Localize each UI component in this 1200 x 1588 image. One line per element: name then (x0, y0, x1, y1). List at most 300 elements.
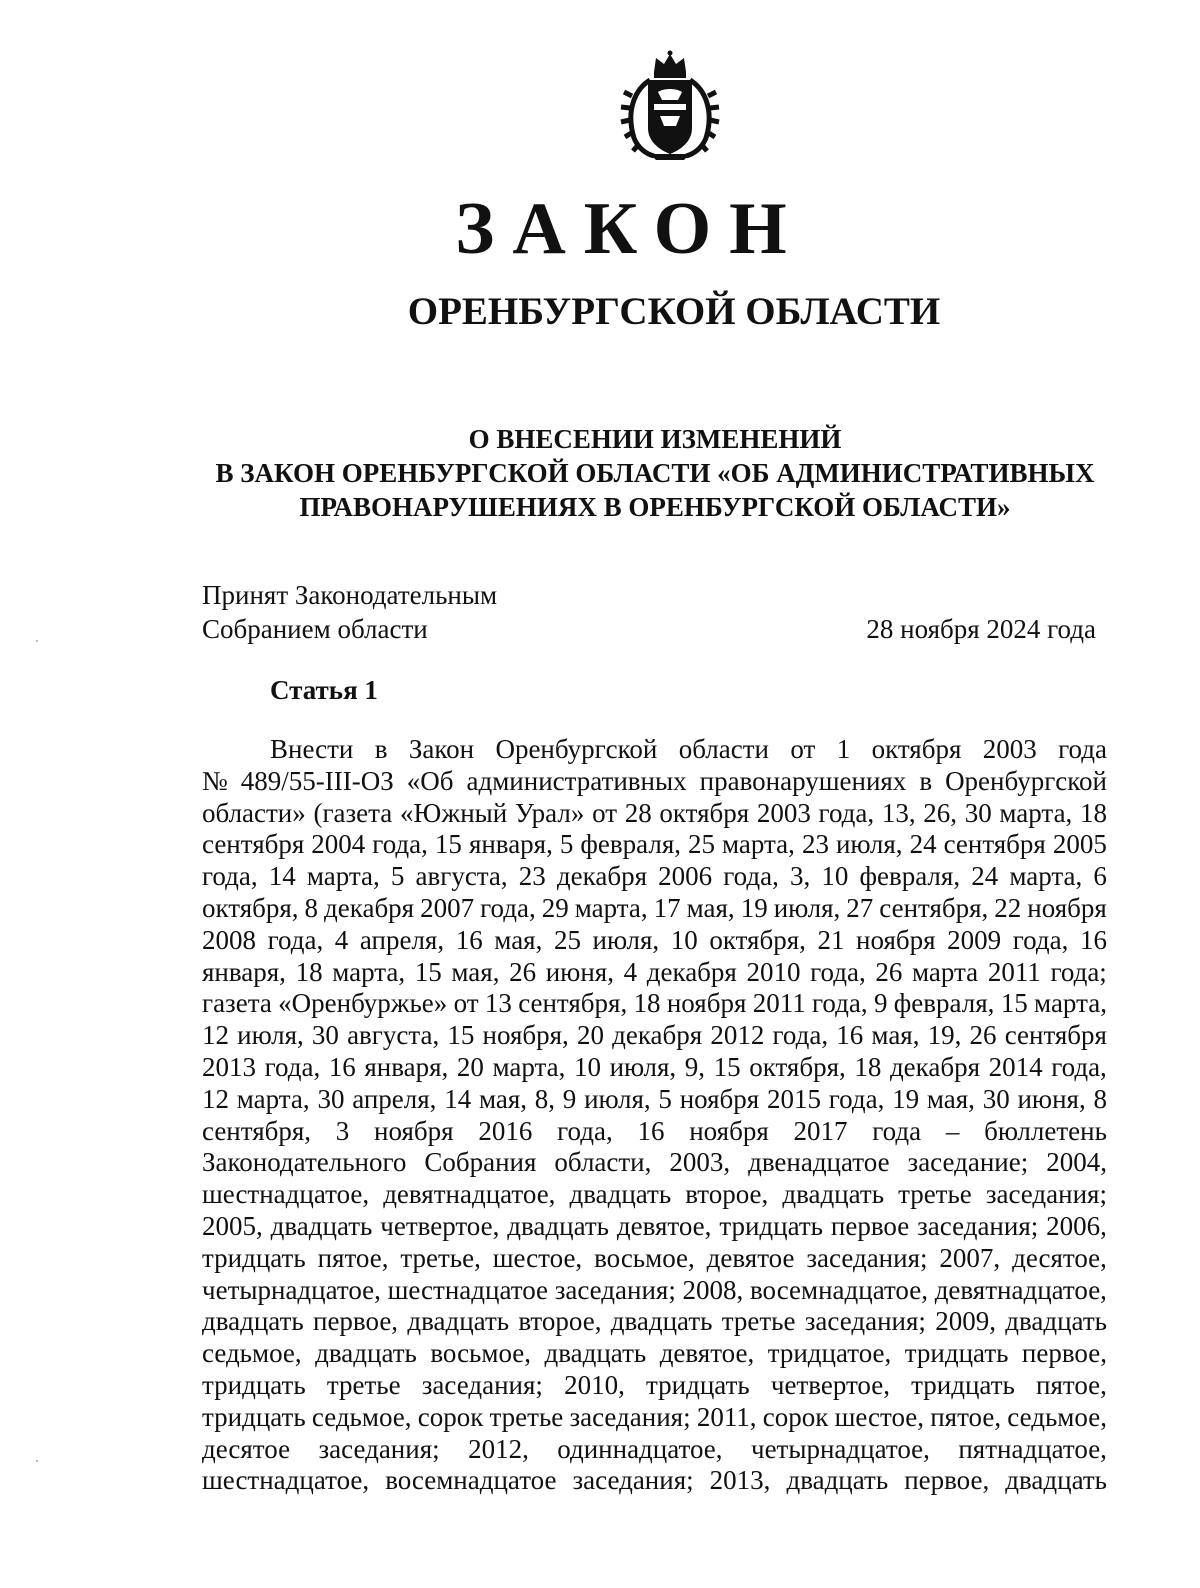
word: марта, (1034, 988, 1107, 1019)
word: 20 (456, 1051, 484, 1082)
word: 8 (1093, 1083, 1107, 1114)
word: 19 (740, 892, 768, 923)
word: 18 (1080, 797, 1107, 828)
word: 2013, (709, 1465, 771, 1496)
word: седьмое, (202, 1338, 302, 1369)
word: шестнадцатое (387, 1274, 549, 1305)
word: 2005 (1052, 829, 1107, 860)
word: года, (810, 956, 866, 987)
word: года, (818, 797, 875, 828)
word: 2011 (752, 988, 806, 1019)
word: сентября (943, 829, 1046, 860)
word: области, (554, 1147, 652, 1178)
word: 2012, (468, 1433, 529, 1464)
word: мая, (494, 924, 543, 955)
word: декабря (646, 956, 737, 987)
word: сентября, (879, 892, 989, 923)
word: двадцать (569, 1179, 672, 1210)
word: десятое, (1012, 1242, 1107, 1273)
word: бюллетень (984, 1115, 1107, 1146)
word: 9 (873, 988, 888, 1019)
word: Оренбургской (945, 765, 1107, 796)
body-line (202, 798, 1107, 830)
word: от (453, 988, 479, 1019)
word: 18 (295, 956, 323, 987)
word: газета (202, 988, 272, 1019)
word: 2005, (202, 1210, 263, 1241)
word: 2008 (202, 924, 256, 955)
word: двадцать (782, 1179, 885, 1210)
word: ноября, (482, 1020, 569, 1051)
word: четвертое, (770, 1369, 890, 1400)
word: сорок (762, 1401, 829, 1432)
word: марта, (306, 861, 380, 892)
word: марта, (574, 892, 648, 923)
word: года, (557, 1115, 613, 1146)
word: 2003 (756, 797, 811, 828)
word: 16 (836, 1020, 864, 1051)
word: заседания; (985, 1179, 1107, 1210)
word: 27 (846, 892, 874, 923)
word: января, (468, 829, 553, 860)
body-line (202, 1147, 1107, 1179)
word: области (678, 734, 769, 764)
word: тридцатое, (767, 1338, 892, 1369)
word: июня, (1017, 1083, 1086, 1114)
word: 26 (969, 1020, 997, 1051)
body-line (202, 734, 1107, 766)
word: 2013 (202, 1051, 256, 1082)
word: 25 (553, 924, 581, 955)
word: Собрания (424, 1147, 537, 1178)
word: года; (1050, 956, 1107, 987)
word: 24 (909, 829, 937, 860)
word: 18 (633, 988, 661, 1019)
adoption-line: Принят Законодательным (202, 580, 498, 610)
word: 489/55-III-ОЗ (240, 765, 394, 796)
body-line (202, 1465, 1107, 1497)
word: 2003, (669, 1147, 731, 1178)
word: 12 (202, 1020, 229, 1051)
word: Внести (270, 734, 354, 764)
body-line (202, 1243, 1107, 1275)
word: шестнадцатое, (202, 1179, 370, 1210)
word: тридцать (202, 1369, 306, 1400)
word: 29 (541, 892, 569, 923)
word: декабря (889, 1051, 981, 1082)
body-line (202, 1020, 1107, 1052)
word: 28 (624, 797, 652, 828)
word: 8 (304, 892, 319, 923)
word: восемнадцатое, (749, 1274, 928, 1305)
word: пятое, (930, 1401, 1002, 1432)
word: июля, (584, 1083, 651, 1114)
body-line (202, 861, 1107, 893)
word: 30 (964, 797, 992, 828)
word: третье (898, 1179, 972, 1210)
law-title: ЗАКОН (455, 188, 805, 270)
word: третье (721, 1306, 796, 1337)
word: 2011 (987, 956, 1041, 987)
word: второе, (518, 1306, 602, 1337)
word: 2010 (746, 956, 801, 987)
word: правонарушениях (699, 765, 907, 796)
word: октября, (709, 924, 806, 955)
word: 17 (653, 892, 681, 923)
word: мая, (451, 956, 500, 987)
word: года, (264, 1051, 321, 1082)
subject-line: ПРАВОНАРУШЕНИЯХ В ОРЕНБУРГСКОЙ ОБЛАСТИ» (299, 492, 1011, 522)
word: марта, (492, 1051, 566, 1082)
word: одиннадцатое, (557, 1433, 723, 1464)
body-line (202, 893, 1107, 925)
word: февраля, (859, 861, 961, 892)
word: двадцать (1005, 1465, 1107, 1496)
word: 19, (927, 1020, 962, 1051)
word: двадцать (507, 1210, 609, 1241)
word: марта, (722, 829, 795, 860)
word: года, (828, 1083, 885, 1114)
word: первое, (904, 1465, 990, 1496)
word: года, (202, 861, 258, 892)
body-line (202, 988, 1107, 1020)
body-line (202, 1179, 1107, 1211)
word: второе, (685, 1179, 769, 1210)
word: сентября, (202, 1115, 312, 1146)
word: 2011, (696, 1401, 757, 1432)
word: заседания; (572, 1465, 694, 1496)
word: седьмое, (311, 1401, 412, 1432)
word: 2006, (1046, 1210, 1107, 1241)
word: пятое, (1036, 1369, 1107, 1400)
word: двадцать (315, 1338, 417, 1369)
word: марта, (236, 1083, 310, 1114)
body-line (202, 957, 1107, 989)
word: первое, (313, 1306, 399, 1337)
word: 2014 (988, 1051, 1043, 1082)
word: двадцать (544, 1338, 647, 1369)
word: января, (364, 1051, 449, 1082)
word: ноября (374, 1115, 454, 1146)
word: 5 (390, 861, 405, 892)
word: двадцать (407, 1306, 510, 1337)
word: четырнадцатое, (202, 1274, 381, 1305)
word: двадцать (202, 1306, 304, 1337)
word: года, (480, 892, 536, 923)
word: первое (830, 1210, 910, 1241)
word: 16 (1079, 924, 1107, 955)
adoption-line: Собранием области (202, 614, 428, 644)
law-subject-heading (180, 422, 1130, 524)
word: двадцать (270, 1210, 373, 1241)
word: года, (772, 1020, 829, 1051)
word: года, (267, 924, 324, 955)
body-line (202, 1434, 1107, 1466)
word: Закон (408, 734, 475, 764)
word: 2006 (658, 861, 713, 892)
word: 24 (971, 861, 999, 892)
word: октября, (202, 892, 299, 923)
word: ноября (689, 1115, 769, 1146)
word: 4 (623, 956, 638, 987)
word: декабря (324, 892, 415, 923)
region-title: ОРЕНБУРГСКОЙ ОБЛАСТИ (407, 290, 941, 333)
word: тридцать (719, 1210, 823, 1241)
word: ноября (856, 924, 936, 955)
word: Урал» (514, 797, 585, 828)
word: девятое, (616, 1210, 712, 1241)
word: 26 (875, 956, 903, 987)
word: в (374, 734, 388, 764)
word: сорок (417, 1401, 484, 1432)
word: 5 (658, 1083, 672, 1114)
word: 13 (484, 988, 512, 1019)
word: 15 (414, 956, 442, 987)
word: двадцать (1005, 1306, 1107, 1337)
word: тридцать (911, 1369, 1015, 1400)
word: 30 (982, 1083, 1010, 1114)
word: 15 (434, 829, 462, 860)
word: августа, (347, 1020, 440, 1051)
word: шестое, (834, 1401, 925, 1432)
word: 2008, (682, 1274, 744, 1305)
word: 15 (1000, 988, 1028, 1019)
word: сентября (1004, 1020, 1107, 1051)
body-line (202, 1338, 1107, 1370)
word: в (919, 765, 933, 796)
word: года (1058, 734, 1107, 764)
word: пятнадцатое, (958, 1433, 1107, 1464)
word: 2003 (982, 734, 1037, 764)
word: года, (812, 988, 868, 1019)
word: апреля, (359, 924, 445, 955)
word: 26 (509, 956, 537, 987)
word: июля, (592, 924, 660, 955)
word: третье (326, 1369, 401, 1400)
word: декабря (556, 861, 647, 892)
word: февраля, (893, 988, 995, 1019)
word: ноября (1027, 892, 1107, 923)
word: тридцать (904, 1338, 1009, 1369)
word: двенадцатое (748, 1147, 890, 1178)
word: Законодательного (202, 1147, 407, 1178)
word: 2016 (478, 1115, 533, 1146)
word: 9 (562, 1083, 577, 1114)
word: 2004 (311, 829, 366, 860)
word: 15 (447, 1020, 475, 1051)
word: четвертое, (380, 1210, 500, 1241)
word: марта, (1009, 861, 1083, 892)
word: «Южный (399, 797, 508, 828)
article-heading: Статья 1 (270, 675, 378, 705)
word: 16 (637, 1115, 665, 1146)
word: двадцать (610, 1306, 713, 1337)
word: 9, (684, 1051, 706, 1082)
word: тридцать (202, 1401, 306, 1432)
word: № (202, 765, 228, 796)
word: «Оренбуржье» (278, 988, 448, 1019)
word: марта, (999, 797, 1073, 828)
word: 2012 (710, 1020, 765, 1051)
body-line (202, 925, 1107, 957)
word: девятнадцатое, (934, 1274, 1107, 1305)
word: 3 (335, 1115, 350, 1146)
subject-line: В ЗАКОН ОРЕНБУРГСКОЙ ОБЛАСТИ «ОБ АДМИНИСТРАТИВНЫХ (215, 458, 1095, 488)
word: ноября (666, 988, 747, 1019)
subject-line: О ВНЕСЕНИИ ИЗМЕНЕНИЙ (468, 424, 842, 454)
word: 14 (268, 861, 296, 892)
word: года, (1051, 1051, 1107, 1082)
word: 2007 (420, 892, 475, 923)
word: заседания; (421, 1369, 543, 1400)
word: заседания; (917, 1210, 1039, 1241)
word: двадцать (786, 1465, 889, 1496)
word: 16 (455, 924, 483, 955)
word: мая, (478, 1083, 528, 1114)
scan-speck (36, 1460, 38, 1462)
word: 16 (328, 1051, 356, 1082)
word: января, (202, 956, 286, 987)
word: июля, (835, 829, 903, 860)
word: ноября (679, 1083, 760, 1114)
word: года (872, 1115, 922, 1146)
word: февраля, (580, 829, 681, 860)
orenburg-coat-of-arms-icon (620, 50, 720, 162)
word: девятое (706, 1242, 795, 1273)
word: от (592, 797, 618, 828)
body-line (202, 1116, 1107, 1148)
word: года, (372, 829, 428, 860)
word: тридцать (646, 1369, 750, 1400)
body-line (202, 1211, 1107, 1243)
word: заседание; (907, 1147, 1029, 1178)
word: 23 (518, 861, 546, 892)
word: области» (202, 797, 306, 828)
word: шестое, (492, 1242, 583, 1273)
word: пятое, (317, 1242, 389, 1273)
word: 30 (317, 1083, 345, 1114)
word: 30 (311, 1020, 339, 1051)
word: 2007, (939, 1242, 1001, 1273)
word: 1 (836, 734, 851, 764)
word: 15 (713, 1051, 741, 1082)
word: 26, (923, 797, 958, 828)
word: заседания; (806, 1242, 928, 1273)
word: «Об (406, 765, 454, 796)
word: 2010, (564, 1369, 625, 1400)
word: октября (871, 734, 962, 764)
word: 14 (444, 1083, 472, 1114)
body-line (202, 1275, 1107, 1307)
word: марта (912, 956, 979, 987)
word: сентября, (518, 988, 628, 1019)
word: заседания; (804, 1306, 926, 1337)
word: 13, (881, 797, 916, 828)
word: административных (466, 765, 687, 796)
word: девятое, (659, 1338, 755, 1369)
body-line (202, 1306, 1107, 1338)
word: сентября (202, 829, 305, 860)
word: 10 (670, 924, 698, 955)
word: года, (723, 861, 779, 892)
word: заседания; (318, 1433, 440, 1464)
word: июня, (545, 956, 614, 987)
adoption-info (202, 578, 497, 646)
word: 18 (854, 1051, 882, 1082)
word: декабря (612, 1020, 703, 1051)
word: Оренбургской (495, 734, 658, 764)
word: четырнадцатое, (750, 1433, 930, 1464)
word: тридцать (202, 1242, 306, 1273)
word: третье (489, 1401, 564, 1432)
word: – (945, 1115, 960, 1146)
word: июля, (609, 1051, 677, 1082)
word: заседания; (569, 1401, 691, 1432)
word: апреля, (352, 1083, 437, 1114)
word: 2009 (947, 924, 1002, 955)
word: 2015 (766, 1083, 821, 1114)
article-body (202, 734, 1107, 1497)
word: восьмое, (594, 1242, 695, 1273)
word: 4 (334, 924, 349, 955)
word: восемнадцатое (385, 1465, 557, 1496)
word: 6 (1093, 861, 1107, 892)
word: мая, (871, 1020, 920, 1051)
body-line (202, 1052, 1107, 1084)
word: 20 (576, 1020, 604, 1051)
word: 2009, (935, 1306, 996, 1337)
body-line (202, 1402, 1107, 1434)
word: года, (1012, 924, 1069, 955)
word: заседания; (554, 1274, 676, 1305)
word: 10 (821, 861, 849, 892)
word: июля, (773, 892, 841, 923)
word: 5 (559, 829, 574, 860)
word: 3, (789, 861, 811, 892)
word: 23 (801, 829, 829, 860)
word: октября (659, 797, 750, 828)
body-line (202, 1084, 1107, 1116)
word: марта, (332, 956, 406, 987)
word: 2004, (1046, 1147, 1107, 1178)
word: 2017 (793, 1115, 848, 1146)
word: июля, (237, 1020, 304, 1051)
word: октября, (749, 1051, 846, 1082)
word: мая, (926, 1083, 975, 1114)
word: 12 (202, 1083, 229, 1114)
body-line (202, 829, 1107, 861)
word: девятнадцатое, (383, 1179, 556, 1210)
word: мая, (686, 892, 735, 923)
word: 25 (688, 829, 715, 860)
word: восьмое, (430, 1338, 532, 1369)
word: 19 (892, 1083, 920, 1114)
word: (газета (313, 797, 393, 828)
word: первое, (1021, 1338, 1107, 1369)
word: 21 (817, 924, 845, 955)
scan-speck (36, 640, 38, 642)
body-line (202, 1370, 1107, 1402)
word: шестнадцатое, (202, 1465, 370, 1496)
word: августа, (415, 861, 508, 892)
word: 22 (994, 892, 1022, 923)
word: 10 (574, 1051, 601, 1082)
word: десятое (202, 1433, 291, 1464)
adoption-date: 28 ноября 2024 года (866, 614, 1096, 644)
word: седьмое, (1007, 1401, 1107, 1432)
word: от (790, 734, 816, 764)
body-line (202, 766, 1107, 798)
